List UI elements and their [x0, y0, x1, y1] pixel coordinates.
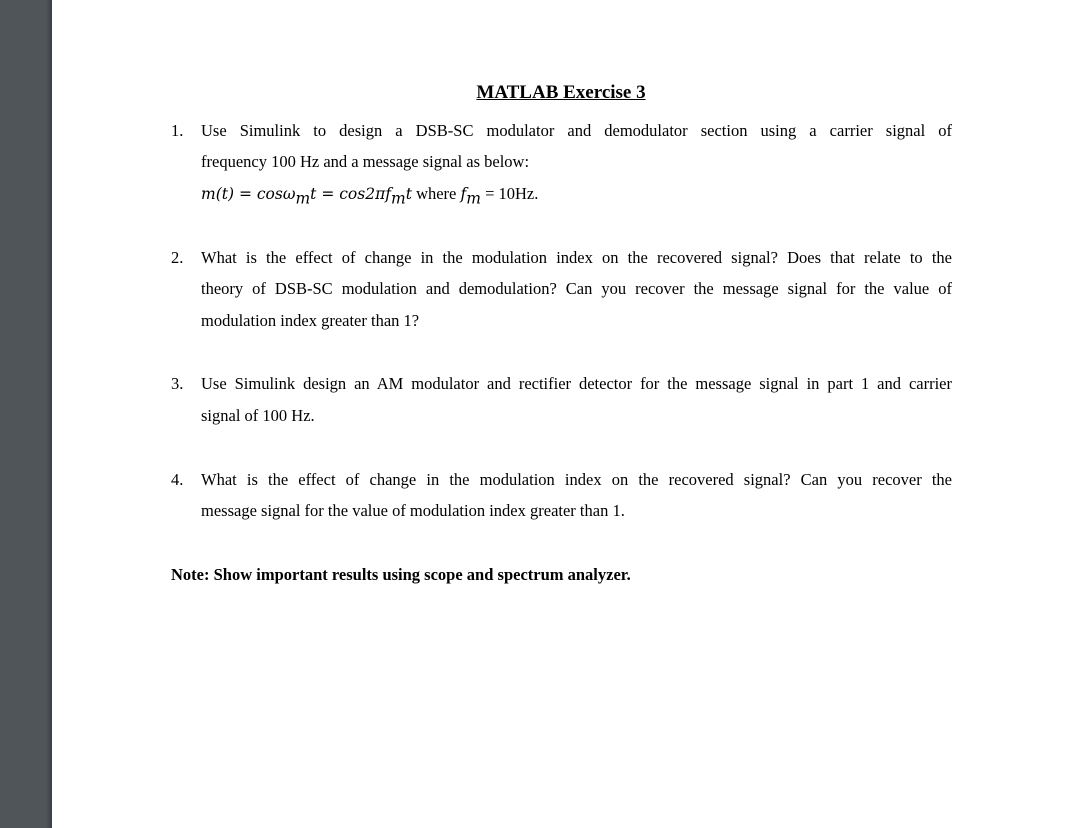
- item-text-line: What is the effect of change in the modulation index on the recovered signal? Can you recover the: [201, 470, 952, 489]
- item-text-line: Use Simulink to design a DSB-SC modulator and demodulator section using a carrier signal of: [201, 121, 952, 140]
- formula-rhs: = 10Hz.: [480, 184, 539, 203]
- item-text-line: signal of 100 Hz.: [201, 406, 315, 425]
- item-number: 2.: [171, 248, 184, 267]
- formula-sub: m: [391, 189, 406, 208]
- item-text-line: Use Simulink design an AM modulator and rectifier detector for the message signal in part 1 and carrier: [201, 374, 952, 393]
- formula-sub: m: [466, 189, 481, 208]
- formula-lhs: m(t) = cosω: [201, 185, 296, 203]
- note: Note: Show important results using scope and spectrum analyzer.: [171, 565, 631, 584]
- item-text-line: What is the effect of change in the modulation index on the recovered signal? Does that relate to the: [201, 248, 952, 267]
- item-number: 4.: [171, 470, 184, 489]
- item-text-line: frequency 100 Hz and a message signal as below:: [201, 152, 530, 171]
- page-title: MATLAB Exercise 3: [476, 82, 646, 103]
- item-number: 1.: [171, 121, 184, 140]
- item-text-line: modulation index greater than 1?: [201, 311, 420, 330]
- viewer-sidebar: [0, 0, 52, 828]
- formula-mid: t = cos2πf: [310, 185, 391, 203]
- item-text-line: theory of DSB-SC modulation and demodulation? Can you recover the message signal for the value of: [201, 279, 952, 298]
- formula-f: f: [460, 185, 467, 203]
- formula-where: where: [411, 184, 461, 203]
- item-text-line: message signal for the value of modulation index greater than 1.: [201, 501, 625, 520]
- formula-sub: m: [295, 189, 311, 208]
- formula-t: t: [405, 185, 412, 203]
- formula: [201, 184, 952, 207]
- item-number: 3.: [171, 374, 184, 393]
